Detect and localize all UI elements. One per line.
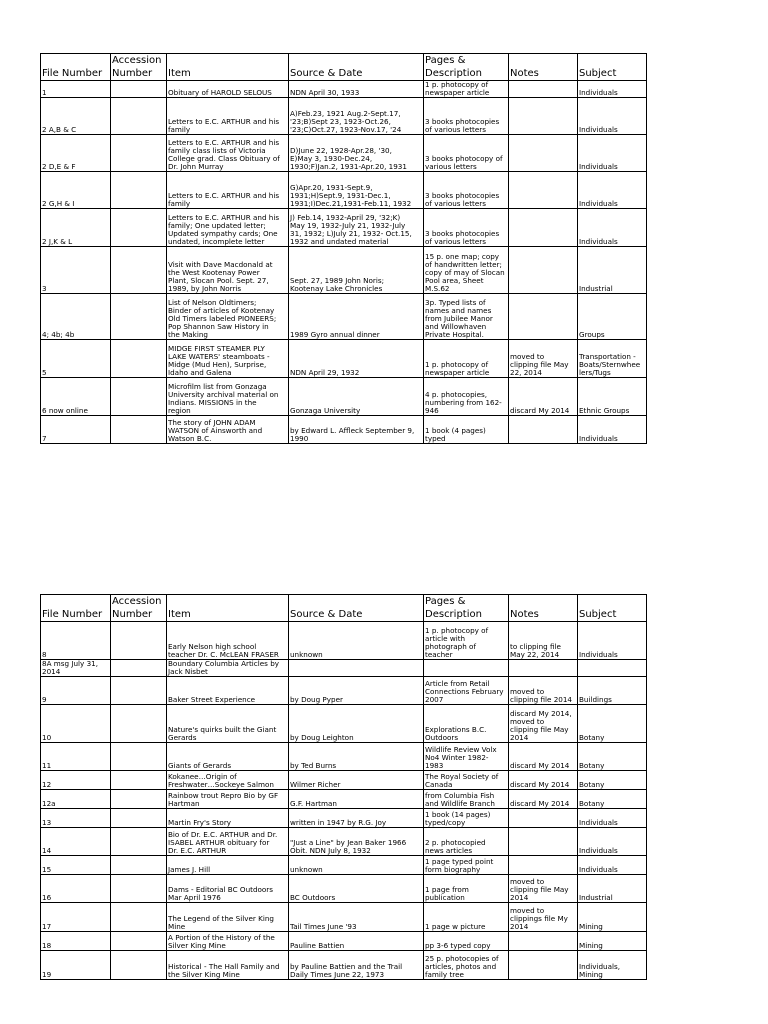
item-cell: Early Nelson high school teacher Dr. C. McLEAN FRASER: [167, 622, 289, 660]
table-row: [41, 660, 647, 677]
table-row: [41, 622, 647, 660]
pages-description-cell: 1 page w picture: [424, 903, 509, 932]
notes-cell: [509, 932, 578, 951]
subject-cell: Botany: [578, 705, 647, 743]
item-cell: Visit with Dave Macdonald at the West Kootenay Power Plant, Slocan Pool. Sept. 27, 1989, by John Norris: [167, 247, 289, 294]
pages-description-cell: 1 p. photocopy of article with photograph of teacher: [424, 622, 509, 660]
pages-description-cell: Explorations B.C. Outdoors: [424, 705, 509, 743]
file-number-cell: 5: [41, 340, 111, 378]
subject-cell: Botany: [578, 743, 647, 771]
source-date-cell: J) Feb.14, 1932-April 29, '32;K) May 19, 1932-July 21, 1932-July 31, 1932; L)July 21, 1932- Oct.15, 1932 and undated material: [289, 209, 424, 247]
table-row: [41, 771, 647, 790]
notes-cell: discard My 2014: [509, 790, 578, 809]
col-file-number: File Number: [41, 595, 111, 622]
file-number-cell: 2 A,B & C: [41, 98, 111, 135]
table-row: [41, 209, 647, 247]
item-cell: Nature's quirks built the Giant Gerards: [167, 705, 289, 743]
item-cell: Obituary of HAROLD SELOUS: [167, 81, 289, 98]
col-accession-number: Accession Number: [111, 595, 167, 622]
subject-cell: Individuals: [578, 828, 647, 856]
notes-cell: [509, 416, 578, 444]
accession-number-cell: [111, 790, 167, 809]
pages-description-cell: 1 p. photocopy of newspaper article: [424, 340, 509, 378]
notes-cell: [509, 294, 578, 340]
item-cell: James J. Hill: [167, 856, 289, 875]
accession-number-cell: [111, 743, 167, 771]
col-pages-description: Pages & Description: [424, 595, 509, 622]
file-number-cell: 13: [41, 809, 111, 828]
table-row: [41, 378, 647, 416]
accession-number-cell: [111, 622, 167, 660]
pages-description-cell: 3 books photocopies of various letters: [424, 98, 509, 135]
source-date-cell: NDN April 30, 1933: [289, 81, 424, 98]
pages-description-cell: 3p. Typed lists of names and names from Jubilee Manor and Willowhaven Private Hospital.: [424, 294, 509, 340]
col-source-date: Source & Date: [289, 595, 424, 622]
source-date-cell: BC Outdoors: [289, 875, 424, 903]
pages-description-cell: 1 page typed point form biography: [424, 856, 509, 875]
accession-number-cell: [111, 932, 167, 951]
accession-number-cell: [111, 828, 167, 856]
table-row: [41, 932, 647, 951]
table-row: [41, 81, 647, 98]
item-cell: List of Nelson Oldtimers; Binder of articles of Kootenay Old Timers labeled PIONEERS; Pop Shannon Saw History in the Making: [167, 294, 289, 340]
source-date-cell: NDN April 29, 1932: [289, 340, 424, 378]
item-cell: A Portion of the History of the Silver King Mine: [167, 932, 289, 951]
item-cell: Letters to E.C. ARTHUR and his family: [167, 172, 289, 209]
item-cell: Bio of Dr. E.C. ARTHUR and Dr. ISABEL ARTHUR obituary for Dr. E.C. ARTHUR: [167, 828, 289, 856]
subject-cell: [578, 660, 647, 677]
notes-cell: moved to clipping file May 2014: [509, 875, 578, 903]
table-row: [41, 705, 647, 743]
file-number-cell: 8: [41, 622, 111, 660]
notes-cell: [509, 209, 578, 247]
pages-description-cell: 25 p. photocopies of articles, photos and family tree: [424, 951, 509, 980]
col-item: Item: [167, 595, 289, 622]
notes-cell: moved to clipping file May 22, 2014: [509, 340, 578, 378]
accession-number-cell: [111, 903, 167, 932]
notes-cell: [509, 660, 578, 677]
notes-cell: to clipping file May 22, 2014: [509, 622, 578, 660]
source-date-cell: by Doug Leighton: [289, 705, 424, 743]
file-number-cell: 4; 4b; 4b: [41, 294, 111, 340]
source-date-cell: G.F. Hartman: [289, 790, 424, 809]
file-number-cell: 2 J,K & L: [41, 209, 111, 247]
subject-cell: Transportation - Boats/Sternwhee lers/Tugs: [578, 340, 647, 378]
subject-cell: Botany: [578, 790, 647, 809]
col-subject: Subject: [578, 595, 647, 622]
source-date-cell: Tail Times June '93: [289, 903, 424, 932]
item-cell: The Legend of the Silver King Mine: [167, 903, 289, 932]
accession-number-cell: [111, 81, 167, 98]
notes-cell: [509, 172, 578, 209]
file-number-cell: 6 now online: [41, 378, 111, 416]
source-date-cell: by Pauline Battien and the Trail Daily Times June 22, 1973: [289, 951, 424, 980]
pages-description-cell: 1 p. photocopy of newspaper article: [424, 81, 509, 98]
file-number-cell: 12a: [41, 790, 111, 809]
col-notes: Notes: [509, 54, 578, 81]
item-cell: Letters to E.C. ARTHUR and his family: [167, 98, 289, 135]
notes-cell: discard My 2014: [509, 378, 578, 416]
accession-number-cell: [111, 660, 167, 677]
source-date-cell: [289, 660, 424, 677]
source-date-cell: A)Feb.23, 1921 Aug.2-Sept.17, '23;B)Sept 23, 1923-Oct.26, '23;C)Oct.27, 1923-Nov.17, '24: [289, 98, 424, 135]
table-row: [41, 172, 647, 209]
accession-number-cell: [111, 378, 167, 416]
file-number-cell: 16: [41, 875, 111, 903]
accession-number-cell: [111, 294, 167, 340]
pages-description-cell: 4 p. photocopies, numbering from 162- 946: [424, 378, 509, 416]
subject-cell: Industrial: [578, 875, 647, 903]
file-number-cell: 14: [41, 828, 111, 856]
item-cell: Historical - The Hall Family and the Silver King Mine: [167, 951, 289, 980]
pages-description-cell: [424, 660, 509, 677]
file-number-cell: 10: [41, 705, 111, 743]
table-row: [41, 828, 647, 856]
table-row: [41, 340, 647, 378]
pages-description-cell: pp 3-6 typed copy: [424, 932, 509, 951]
pages-description-cell: 3 books photocopies of various letters: [424, 172, 509, 209]
table-row: [41, 247, 647, 294]
pages-description-cell: 15 p. one map; copy of handwritten letter; copy of may of Slocan Pool area, Sheet M.S.62: [424, 247, 509, 294]
accession-number-cell: [111, 771, 167, 790]
file-number-cell: 2 D,E & F: [41, 135, 111, 172]
header-row: [41, 595, 647, 622]
source-date-cell: "Just a Line" by Jean Baker 1966 Obit. NDN July 8, 1932: [289, 828, 424, 856]
source-date-cell: by Doug Pyper: [289, 677, 424, 705]
file-number-cell: 1: [41, 81, 111, 98]
source-date-cell: written in 1947 by R.G. Joy: [289, 809, 424, 828]
subject-cell: Individuals: [578, 856, 647, 875]
file-number-cell: 3: [41, 247, 111, 294]
accession-number-cell: [111, 98, 167, 135]
notes-cell: [509, 828, 578, 856]
subject-cell: Individuals: [578, 416, 647, 444]
table-row: [41, 856, 647, 875]
subject-cell: Groups: [578, 294, 647, 340]
source-date-cell: Pauline Battien: [289, 932, 424, 951]
item-cell: MIDGE FIRST STEAMER PLY LAKE WATERS' steamboats - Midge (Mud Hen), Surprise, Idaho and Galena: [167, 340, 289, 378]
item-cell: Boundary Columbia Articles by Jack Nisbet: [167, 660, 289, 677]
header-row: [41, 54, 647, 81]
subject-cell: Buildings: [578, 677, 647, 705]
pages-description-cell: Article from Retail Connections February 2007: [424, 677, 509, 705]
accession-number-cell: [111, 856, 167, 875]
notes-cell: [509, 135, 578, 172]
accession-number-cell: [111, 209, 167, 247]
catalog-table-1: [40, 53, 647, 444]
table-row: [41, 416, 647, 444]
table-row: [41, 135, 647, 172]
pages-description-cell: from Columbia Fish and Wildlife Branch: [424, 790, 509, 809]
pages-description-cell: 1 book (14 pages) typed/copy: [424, 809, 509, 828]
table-row: [41, 790, 647, 809]
accession-number-cell: [111, 340, 167, 378]
source-date-cell: by Ted Burns: [289, 743, 424, 771]
notes-cell: discard My 2014: [509, 771, 578, 790]
table-row: [41, 875, 647, 903]
file-number-cell: 12: [41, 771, 111, 790]
file-number-cell: 8A msg July 31, 2014: [41, 660, 111, 677]
pages-description-cell: 3 books photocopy of various letters: [424, 135, 509, 172]
table-row: [41, 294, 647, 340]
item-cell: Baker Street Experience: [167, 677, 289, 705]
subject-cell: Individuals: [578, 209, 647, 247]
file-number-cell: 2 G,H & I: [41, 172, 111, 209]
table-row: [41, 98, 647, 135]
subject-cell: Industrial: [578, 247, 647, 294]
accession-number-cell: [111, 172, 167, 209]
file-number-cell: 9: [41, 677, 111, 705]
table-row: [41, 743, 647, 771]
accession-number-cell: [111, 705, 167, 743]
col-item: Item: [167, 54, 289, 81]
file-number-cell: 18: [41, 932, 111, 951]
notes-cell: moved to clipping file 2014: [509, 677, 578, 705]
col-subject: Subject: [578, 54, 647, 81]
col-source-date: Source & Date: [289, 54, 424, 81]
notes-cell: moved to clippings file My 2014: [509, 903, 578, 932]
notes-cell: discard My 2014, moved to clipping file May 2014: [509, 705, 578, 743]
accession-number-cell: [111, 875, 167, 903]
subject-cell: Individuals: [578, 622, 647, 660]
item-cell: Kokanee…Origin of Freshwater…Sockeye Salmon: [167, 771, 289, 790]
col-file-number: File Number: [41, 54, 111, 81]
source-date-cell: unknown: [289, 622, 424, 660]
notes-cell: [509, 856, 578, 875]
table-1-body: [41, 81, 647, 444]
table-row: [41, 809, 647, 828]
subject-cell: Mining: [578, 932, 647, 951]
table-row: [41, 951, 647, 980]
notes-cell: discard My 2014: [509, 743, 578, 771]
notes-cell: [509, 247, 578, 294]
subject-cell: Botany: [578, 771, 647, 790]
file-number-cell: 19: [41, 951, 111, 980]
subject-cell: Individuals: [578, 172, 647, 209]
item-cell: Dams - Editorial BC Outdoors Mar April 1976: [167, 875, 289, 903]
pages-description-cell: 2 p. photocopied news articles: [424, 828, 509, 856]
notes-cell: [509, 951, 578, 980]
file-number-cell: 11: [41, 743, 111, 771]
pages-description-cell: 1 page from publication: [424, 875, 509, 903]
item-cell: Martin Fry's Story: [167, 809, 289, 828]
item-cell: Rainbow trout Repro Bio by GF Hartman: [167, 790, 289, 809]
col-accession-number: Accession Number: [111, 54, 167, 81]
notes-cell: [509, 809, 578, 828]
item-cell: The story of JOHN ADAM WATSON of Ainsworth and Watson B.C.: [167, 416, 289, 444]
source-date-cell: 1989 Gyro annual dinner: [289, 294, 424, 340]
source-date-cell: unknown: [289, 856, 424, 875]
subject-cell: Individuals: [578, 135, 647, 172]
pages-description-cell: The Royal Society of Canada: [424, 771, 509, 790]
col-notes: Notes: [509, 595, 578, 622]
source-date-cell: Sept. 27, 1989 John Noris; Kootenay Lake Chronicles: [289, 247, 424, 294]
subject-cell: Individuals: [578, 98, 647, 135]
accession-number-cell: [111, 247, 167, 294]
subject-cell: Individuals, Mining: [578, 951, 647, 980]
accession-number-cell: [111, 677, 167, 705]
subject-cell: Individuals: [578, 809, 647, 828]
table-row: [41, 677, 647, 705]
table-row: [41, 903, 647, 932]
accession-number-cell: [111, 951, 167, 980]
accession-number-cell: [111, 416, 167, 444]
item-cell: Letters to E.C. ARTHUR and his family; One updated letter; Updated sympathy cards; One undated, incomplete letter: [167, 209, 289, 247]
catalog-table-2: [40, 594, 647, 980]
table-2-body: [41, 622, 647, 980]
notes-cell: [509, 81, 578, 98]
source-date-cell: D)June 22, 1928-Apr.28, '30, E)May 3, 1930-Dec.24, 1930;F)Jan.2, 1931-Apr.20, 1931: [289, 135, 424, 172]
pages-description-cell: Wildlife Review Volx No4 Winter 1982- 1983: [424, 743, 509, 771]
subject-cell: Ethnic Groups: [578, 378, 647, 416]
item-cell: Giants of Gerards: [167, 743, 289, 771]
file-number-cell: 17: [41, 903, 111, 932]
file-number-cell: 7: [41, 416, 111, 444]
source-date-cell: Wilmer Richer: [289, 771, 424, 790]
item-cell: Microfilm list from Gonzaga University archival material on Indians. MISSIONS in the region: [167, 378, 289, 416]
subject-cell: Mining: [578, 903, 647, 932]
source-date-cell: Gonzaga University: [289, 378, 424, 416]
source-date-cell: G)Apr.20, 1931-Sept.9, 1931;H)Sept.9, 1931-Dec.1, 1931;I)Dec.21,1931-Feb.11, 1932: [289, 172, 424, 209]
file-number-cell: 15: [41, 856, 111, 875]
col-pages-description: Pages & Description: [424, 54, 509, 81]
accession-number-cell: [111, 135, 167, 172]
notes-cell: [509, 98, 578, 135]
subject-cell: Individuals: [578, 81, 647, 98]
pages-description-cell: 1 book (4 pages) typed: [424, 416, 509, 444]
source-date-cell: by Edward L. Affleck September 9, 1990: [289, 416, 424, 444]
accession-number-cell: [111, 809, 167, 828]
item-cell: Letters to E.C. ARTHUR and his family class lists of Victoria College grad. Class Obituary of Dr. John Murray: [167, 135, 289, 172]
pages-description-cell: 3 books photocopies of various letters: [424, 209, 509, 247]
